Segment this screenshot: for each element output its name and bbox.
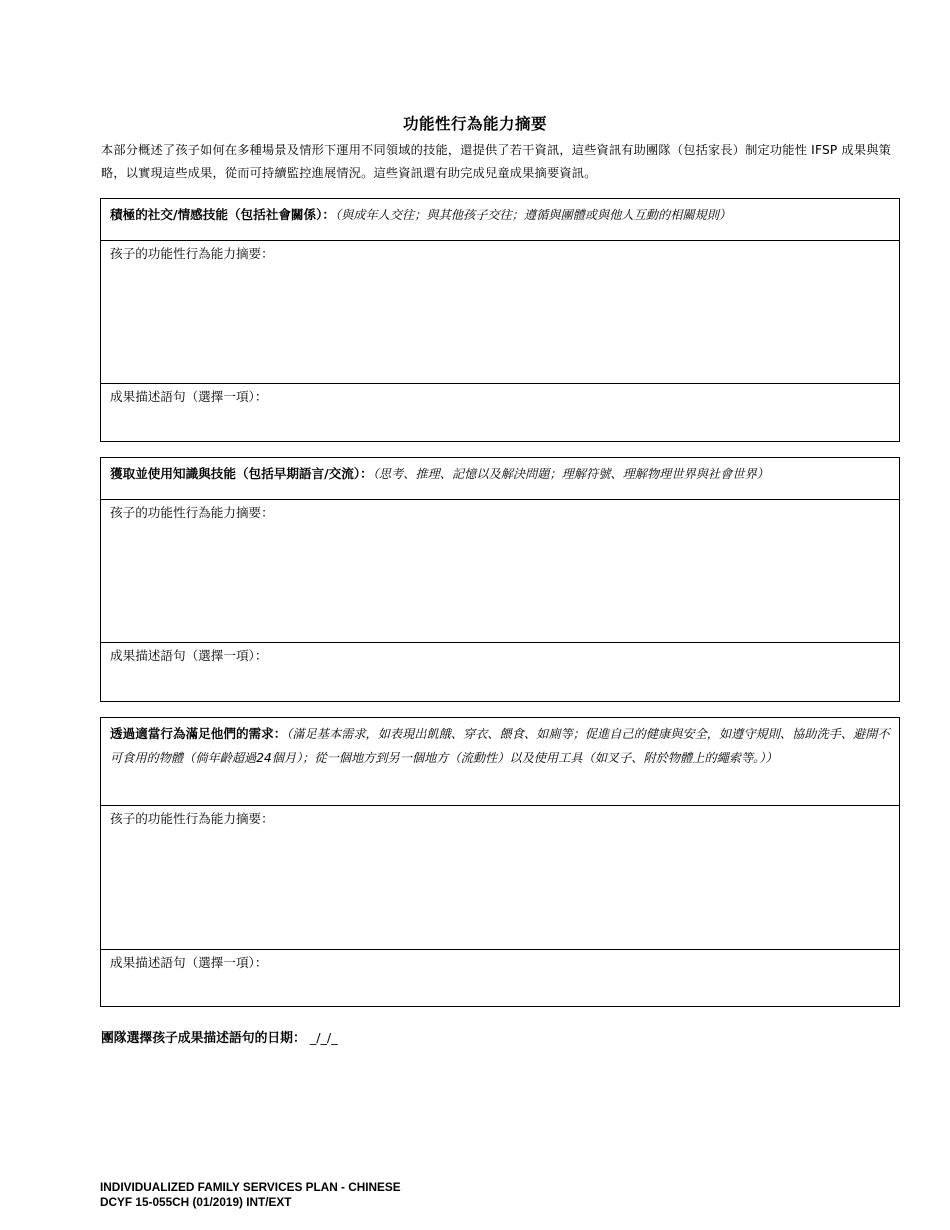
section-header <box>101 718 899 806</box>
summary-label: 孩子的功能性行為能力摘要： <box>110 246 274 261</box>
outcome-label: 成果描述語句（選擇一項）： <box>110 389 268 404</box>
section-title: 透過適當行為滿足他們的需求： <box>110 726 287 741</box>
summary-label: 孩子的功能性行為能力摘要： <box>110 505 274 520</box>
outcome-label: 成果描述語句（選擇一項）： <box>110 648 268 663</box>
intro-paragraph: 本部分概述了孩子如何在多種場景及情形下運用不同領域的技能，還提供了若干資訊，這些資訊有助團隊（包括家長）制定功能性 IFSP 成果與策略，以實現這些成果，從而可持續監控進展情況。這些資訊還有助完成兒童成果摘要資訊。 <box>101 143 892 180</box>
outcome-field[interactable] <box>101 643 899 701</box>
date-label: 團隊選擇孩子成果描述語句的日期： <box>101 1031 306 1046</box>
footer-form-number: DCYF 15-055CH (01/2019) INT/EXT <box>100 1195 292 1209</box>
summary-field[interactable] <box>101 241 899 384</box>
section-description: （思考、推理、記憶以及解決問題；理解符號、理解物理世界與社會世界） <box>372 467 769 481</box>
section-description: （滿足基本需求，如表現出飢餓、穿衣、餵食、如廁等；促進自己的健康與安全，如遵守規則、協助洗手、避開不可食用的物體（倘年齡超過24個月）；從一個地方到另一個地方（流動性）以及使用工具（如叉子、附於物體上的繩索等。）） <box>110 727 890 765</box>
outcome-field[interactable] <box>101 384 899 441</box>
outcome-label: 成果描述語句（選擇一項）： <box>110 955 268 970</box>
section-meet-needs <box>100 717 900 1007</box>
date-line <box>101 1027 338 1046</box>
page-title: 功能性行為能力摘要 <box>402 115 547 133</box>
footer-form-title: INDIVIDUALIZED FAMILY SERVICES PLAN - CHINESE <box>100 1180 401 1194</box>
section-header <box>101 199 899 241</box>
summary-field[interactable] <box>101 806 899 950</box>
summary-label: 孩子的功能性行為能力摘要： <box>110 811 274 826</box>
summary-field[interactable] <box>101 500 899 643</box>
form-footer <box>100 1180 401 1210</box>
section-title: 積極的社交/情感技能（包括社會關係）： <box>110 207 335 222</box>
section-title: 獲取並使用知識與技能（包括早期語言/交流）： <box>110 466 373 481</box>
section-knowledge-skills <box>100 457 900 702</box>
section-social-emotional <box>100 198 900 442</box>
section-description: （與成年人交往；與其他孩子交往；遵循與團體或與他人互動的相關規則） <box>335 208 732 222</box>
section-header <box>101 458 899 500</box>
date-field[interactable]: _/_/_ <box>309 1031 338 1046</box>
outcome-field[interactable] <box>101 950 899 1006</box>
